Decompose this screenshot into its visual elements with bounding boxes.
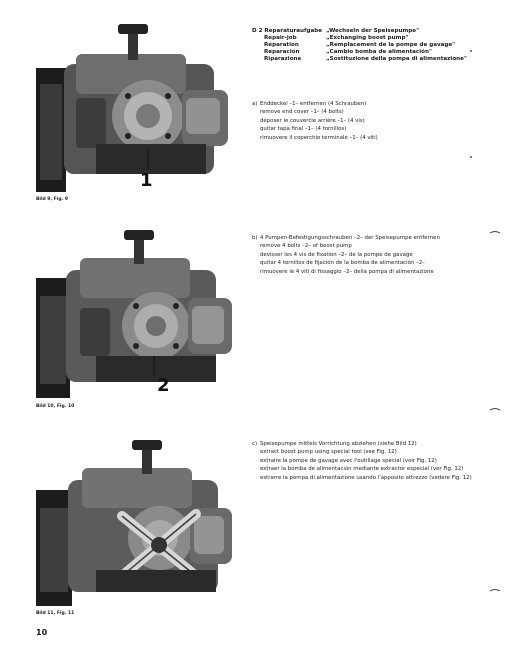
photo-pump-end-cover: [36, 24, 228, 192]
header-row: [252, 28, 492, 35]
photo-pump-puller: [36, 438, 232, 606]
header-label: Repair-job: [264, 35, 297, 41]
figure-caption: Bild 9, Fig. 9: [36, 197, 68, 202]
scan-dot: [470, 156, 472, 158]
step-line: rimuovere le 4 viti di fissaggio –2– della pompa di alimentazione: [260, 268, 434, 275]
step-line: [252, 440, 484, 448]
figure-caption: Bild 10, Fig. 10: [36, 404, 75, 409]
margin-mark: [490, 407, 500, 411]
step-text: Speisepumpe mittels Vorrichtung abziehen (siehe Bild 12): [260, 441, 417, 447]
step-line: extract boost pump using special tool (see Fig. 12): [260, 449, 397, 456]
step-line: [252, 100, 484, 108]
step-line: remove 4 bolts –2– of boost pump: [260, 243, 352, 250]
margin-mark: [490, 588, 500, 592]
step-line: estrarre la pompa di alimentazione usando l'apposito attrezzo (vedere Fig. 12): [260, 474, 472, 481]
step-line: quitar tapa final –1– (4 tornillos): [260, 126, 347, 133]
step-line: [252, 234, 484, 242]
step-letter: a): [252, 101, 258, 107]
step-line: déposer le couvercle arrière –1– (4 vis): [260, 117, 365, 124]
step-text: Enddeckel –1– entfernen (4 Schrauben): [260, 101, 367, 107]
header-row: [252, 42, 492, 49]
step-a: [252, 100, 484, 142]
header-value: „Cambio bomba de alimentación": [326, 49, 432, 55]
step-line: remove end cover –1– (4 bolts): [260, 109, 344, 116]
header-label: D 2 Reparaturaufgabe: [252, 28, 323, 34]
step-text: 4 Pumpen-Befestigungsschrauben –2– der Speisepumpe entfernen: [260, 235, 440, 241]
scan-dot: [470, 50, 472, 52]
repair-job-header: [252, 28, 492, 63]
header-row: [252, 35, 492, 42]
step-line: rimuovere il coperchio terminale –1– (4 viti): [260, 134, 378, 141]
header-value: „Sostituzione della pompa di alimentazione": [326, 56, 467, 62]
figure-caption: Bild 11, Fig. 11: [36, 611, 75, 616]
step-letter: b): [252, 235, 258, 241]
page-number: 10: [36, 628, 48, 637]
callout-1: 1: [140, 170, 153, 191]
header-label: Riparazione: [264, 56, 302, 62]
step-c: [252, 440, 484, 482]
header-value: „Exchanging boost pump": [326, 35, 409, 41]
step-letter: c): [252, 441, 258, 447]
header-label: Réparation: [264, 42, 299, 48]
photo-pump-bolts: [36, 230, 232, 398]
step-line: extraire la pompe de gavage avec l'outillage spécial (voir Fig. 12): [260, 457, 437, 464]
step-line: quitar 4 tornillos de fijación de la bomba de alimentación –2–: [260, 260, 425, 267]
step-line: devisser les 4 vis de fixation –2– de la pompe de gavage: [260, 251, 413, 258]
step-b: [252, 234, 484, 276]
header-value: „Remplacement de la pompe de gavage": [326, 42, 456, 48]
header-label: Reparación: [264, 49, 300, 55]
margin-mark: [490, 230, 500, 234]
callout-2: 2: [157, 375, 170, 396]
header-row: [252, 49, 492, 56]
step-line: extraer la bomba de alimentación mediante extractor especial (ver Fig. 12): [260, 466, 464, 473]
header-row: [252, 56, 492, 63]
header-value: „Wechseln der Speisepumpe": [326, 28, 420, 34]
